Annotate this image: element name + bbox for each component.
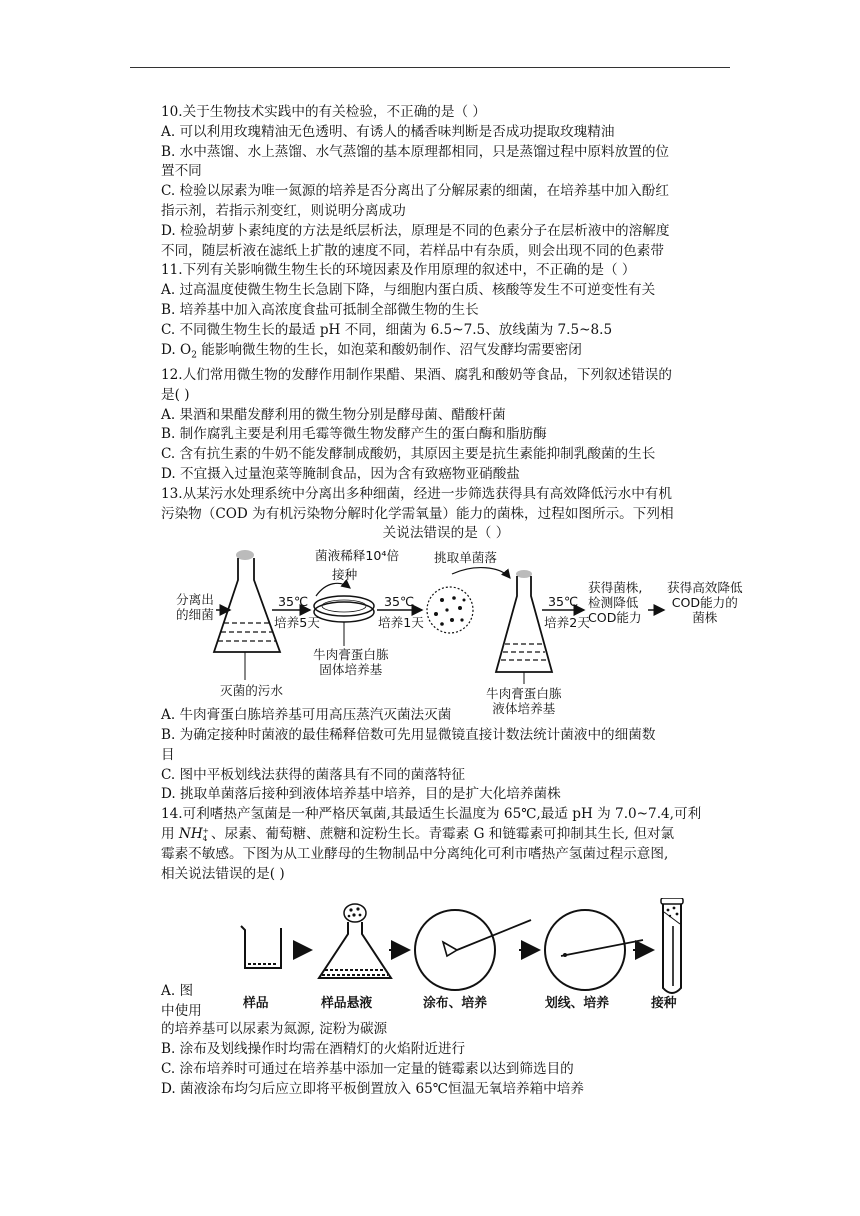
question-14-option-a-end: 的培养基可以尿素为氮源, 淀粉为碳源 — [161, 1021, 388, 1038]
spread-plate-icon — [415, 910, 531, 990]
figure-14-process-diagram — [161, 898, 721, 1020]
label-pick-colony: 挑取单菌落 — [434, 550, 497, 566]
question-14-option-b: B. 涂布及划线操作时均需在酒精灯的火焰附近进行 — [161, 1041, 466, 1058]
label-line: 牛肉膏蛋白胨 — [486, 686, 562, 702]
question-10-option-b-cont: 置不同 — [161, 163, 202, 180]
label-sample-suspension: 样品悬液 — [321, 996, 373, 1012]
exam-page — [161, 103, 743, 1100]
question-10-stem: 10.关于生物技术实践中的有关检验，不正确的是（ ） — [161, 104, 487, 120]
question-11-option-d — [161, 341, 731, 367]
sewage-flask-icon — [214, 550, 280, 680]
question-14-stem-end: 相关说法错误的是( ) — [161, 865, 285, 882]
label-temp-3: 35℃ — [548, 594, 579, 610]
question-13-option-b: B. 为确定接种时菌液的最佳稀释倍数可先用显微镜直接计数法统计菌液中的细菌数 — [161, 727, 656, 744]
question-11-option-b: B. 培养基中加入高浓度食盐可抵制全部微生物的生长 — [161, 301, 479, 318]
label-streak-culture: 划线、培养 — [545, 996, 609, 1012]
ammonium-charge: + — [202, 825, 209, 835]
question-14-stem: 14.可利嗜热产氢菌是一种严格厌氧菌,其最适生长温度为 65℃,最适 pH 为 7.0~7.4,可利 — [161, 806, 702, 823]
streak-plate-icon — [545, 910, 643, 990]
question-14-option-c: C. 涂布培养时可通过在培养基中添加一定量的链霉素以达到筛选目的 — [161, 1061, 574, 1078]
question-13-stem: 13.从某污水处理系统中分离出多种细菌，经进一步筛选获得具有高效降低污水中有机 — [161, 485, 672, 502]
label-inoculate: 接种 — [651, 996, 677, 1012]
label-line: 固体培养基 — [319, 662, 383, 678]
figure-13-drawing — [164, 544, 754, 706]
question-12-stem: 12.人们常用微生物的发酵作用制作果醋、果酒、腐乳和酸奶等食品，下列叙述错误的 — [161, 367, 672, 384]
question-14-option-a-wrap — [161, 982, 202, 1022]
label-temp-1: 35℃ — [278, 594, 309, 610]
label-liquid-medium — [486, 686, 562, 716]
label-line: 液体培养基 — [492, 701, 556, 717]
label-culture-2-days: 培养2天 — [544, 615, 590, 631]
question-10-option-d: D. 检验胡萝卜素纯度的方法是纸层析法，原理是不同的色素分子在层析液中的溶解度 — [161, 222, 670, 239]
label-line: 获得菌株, — [588, 580, 643, 596]
label-line: 的细菌 — [176, 607, 214, 623]
question-12-option-c: C. 含有抗生素的牛奶不能发酵制成酸奶，其原因主要是抗生素能抑制乳酸菌的生长 — [161, 446, 656, 463]
question-13-option-c: C. 图中平板划线法获得的菌落具有不同的菌落特征 — [161, 766, 466, 783]
question-13-option-d: D. 挑取单菌落后接种到液体培养基中培养，目的是扩大化培养菌株 — [161, 786, 561, 803]
label-spread-culture: 涂布、培养 — [423, 996, 487, 1012]
label-separated-bacteria — [176, 592, 214, 622]
sample-suspension-flask-icon — [319, 904, 391, 978]
question-12-option-d: D. 不宜摄入过量泡菜等腌制食品，因为含有致癌物亚硝酸盐 — [161, 466, 520, 483]
label-inoculate: 接种 — [332, 567, 358, 583]
question-14-stem-cont2: 霉素不敏感。下图为从工业酵母的生物制品中分离纯化可利市嗜热产氢菌过程示意图, — [161, 845, 669, 862]
question-14-stem-cont — [161, 825, 731, 845]
question-13-option-a: A. 牛肉膏蛋白胨培养基可用高压蒸汽灭菌法灭菌 — [161, 707, 452, 724]
question-13-stem-end: 关说法错误的是（ ） — [382, 525, 510, 542]
question-11-option-d-post: 能影响微生物的生长，如泡菜和酸奶制作、沼气发酵均需要密闭 — [196, 341, 582, 358]
label-dilute: 菌液稀释10⁴倍 — [315, 548, 400, 564]
label-solid-medium — [313, 647, 389, 677]
question-14-stem-post: 、尿素、葡萄糖、蔗糖和淀粉生长。青霉素 G 和链霉素可抑制其生长, 但对氯 — [210, 826, 675, 843]
question-13-stem-cont: 污染物（COD 为有机污染物分解时化学需氧量）能力的菌株，过程如图所示。下列相 — [161, 505, 674, 522]
label-final-strain — [667, 580, 743, 625]
question-11-option-c: C. 不同微生物生长的最适 pH 不同，细菌为 6.5~7.5、放线菌为 7.5~8.5 — [161, 321, 613, 338]
label-sample: 样品 — [243, 996, 269, 1012]
question-11-stem: 11.下列有关影响微生物生长的环境因素及作用原理的叙述中，不正确的是（ ） — [161, 262, 636, 279]
label-line: 牛肉膏蛋白胨 — [313, 647, 389, 663]
label-line: COD能力 — [588, 610, 642, 626]
ammonium-subscript: 4 — [202, 833, 208, 843]
label-get-strain — [588, 580, 642, 625]
label-culture-1-day: 培养1天 — [378, 615, 424, 631]
solid-medium-dish-icon — [314, 584, 374, 647]
label-temp-2: 35℃ — [384, 594, 415, 610]
label-sterilized-sewage: 灭菌的污水 — [220, 683, 283, 699]
question-10-option-c: C. 检验以尿素为唯一氮源的培养是否分离出了分解尿素的细菌，在培养基中加入酚红 — [161, 183, 669, 200]
question-14-option-a: A. 图 — [161, 983, 194, 1000]
question-11-option-a: A. 过高温度使微生物生长急剧下降，与细胞内蛋白质、核酸等发生不可逆变性有关 — [161, 282, 656, 299]
label-line: 菌株 — [692, 610, 718, 626]
question-10-option-c-cont: 指示剂，若指示剂变红，则说明分离成功 — [161, 202, 406, 219]
question-14-option-d: D. 菌液涂布均匀后应立即将平板倒置放入 65℃恒温无氧培养箱中培养 — [161, 1080, 584, 1097]
ammonium-formula: NH — [178, 826, 203, 843]
question-12-option-b: B. 制作腐乳主要是利用毛霉等微生物发酵产生的蛋白酶和脂肪酶 — [161, 426, 547, 443]
oxygen-subscript: 2 — [191, 350, 197, 361]
label-culture-5-days: 培养5天 — [274, 615, 320, 631]
sample-beaker-icon — [241, 926, 281, 968]
question-10-option-b: B. 水中蒸馏、水上蒸馏、水气蒸馏的基本原理都相同，只是蒸馏过程中原料放置的位 — [161, 143, 670, 160]
question-14-stem-pre: 用 — [161, 826, 179, 843]
question-11-option-d-pre: D. O — [161, 341, 192, 358]
question-12-stem-cont: 是( ) — [161, 386, 190, 403]
question-10-option-a: A. 可以利用玫瑰精油无色透明、有诱人的橘香味判断是否成功提取玫瑰精油 — [161, 123, 615, 140]
label-line: 检测降低 — [588, 595, 639, 611]
ammonium-scripts — [203, 827, 209, 843]
question-13-option-b-cont: 目 — [161, 746, 175, 763]
label-line: COD能力的 — [671, 595, 738, 611]
header-rule — [130, 67, 730, 68]
question-14-option-a-cont: 中使用 — [161, 1003, 202, 1020]
question-10-option-d-cont: 不同，随层析液在滤纸上扩散的速度不同，若样品中有杂质，则会出现不同的色素带 — [161, 242, 664, 259]
test-tube-icon — [661, 898, 683, 993]
question-12-option-a: A. 果酒和果醋发酵利用的微生物分别是酵母菌、醋酸杆菌 — [161, 406, 506, 423]
single-colony-plate-icon — [427, 568, 510, 633]
label-line: 获得高效降低 — [667, 580, 743, 596]
label-line: 分离出 — [176, 592, 214, 608]
